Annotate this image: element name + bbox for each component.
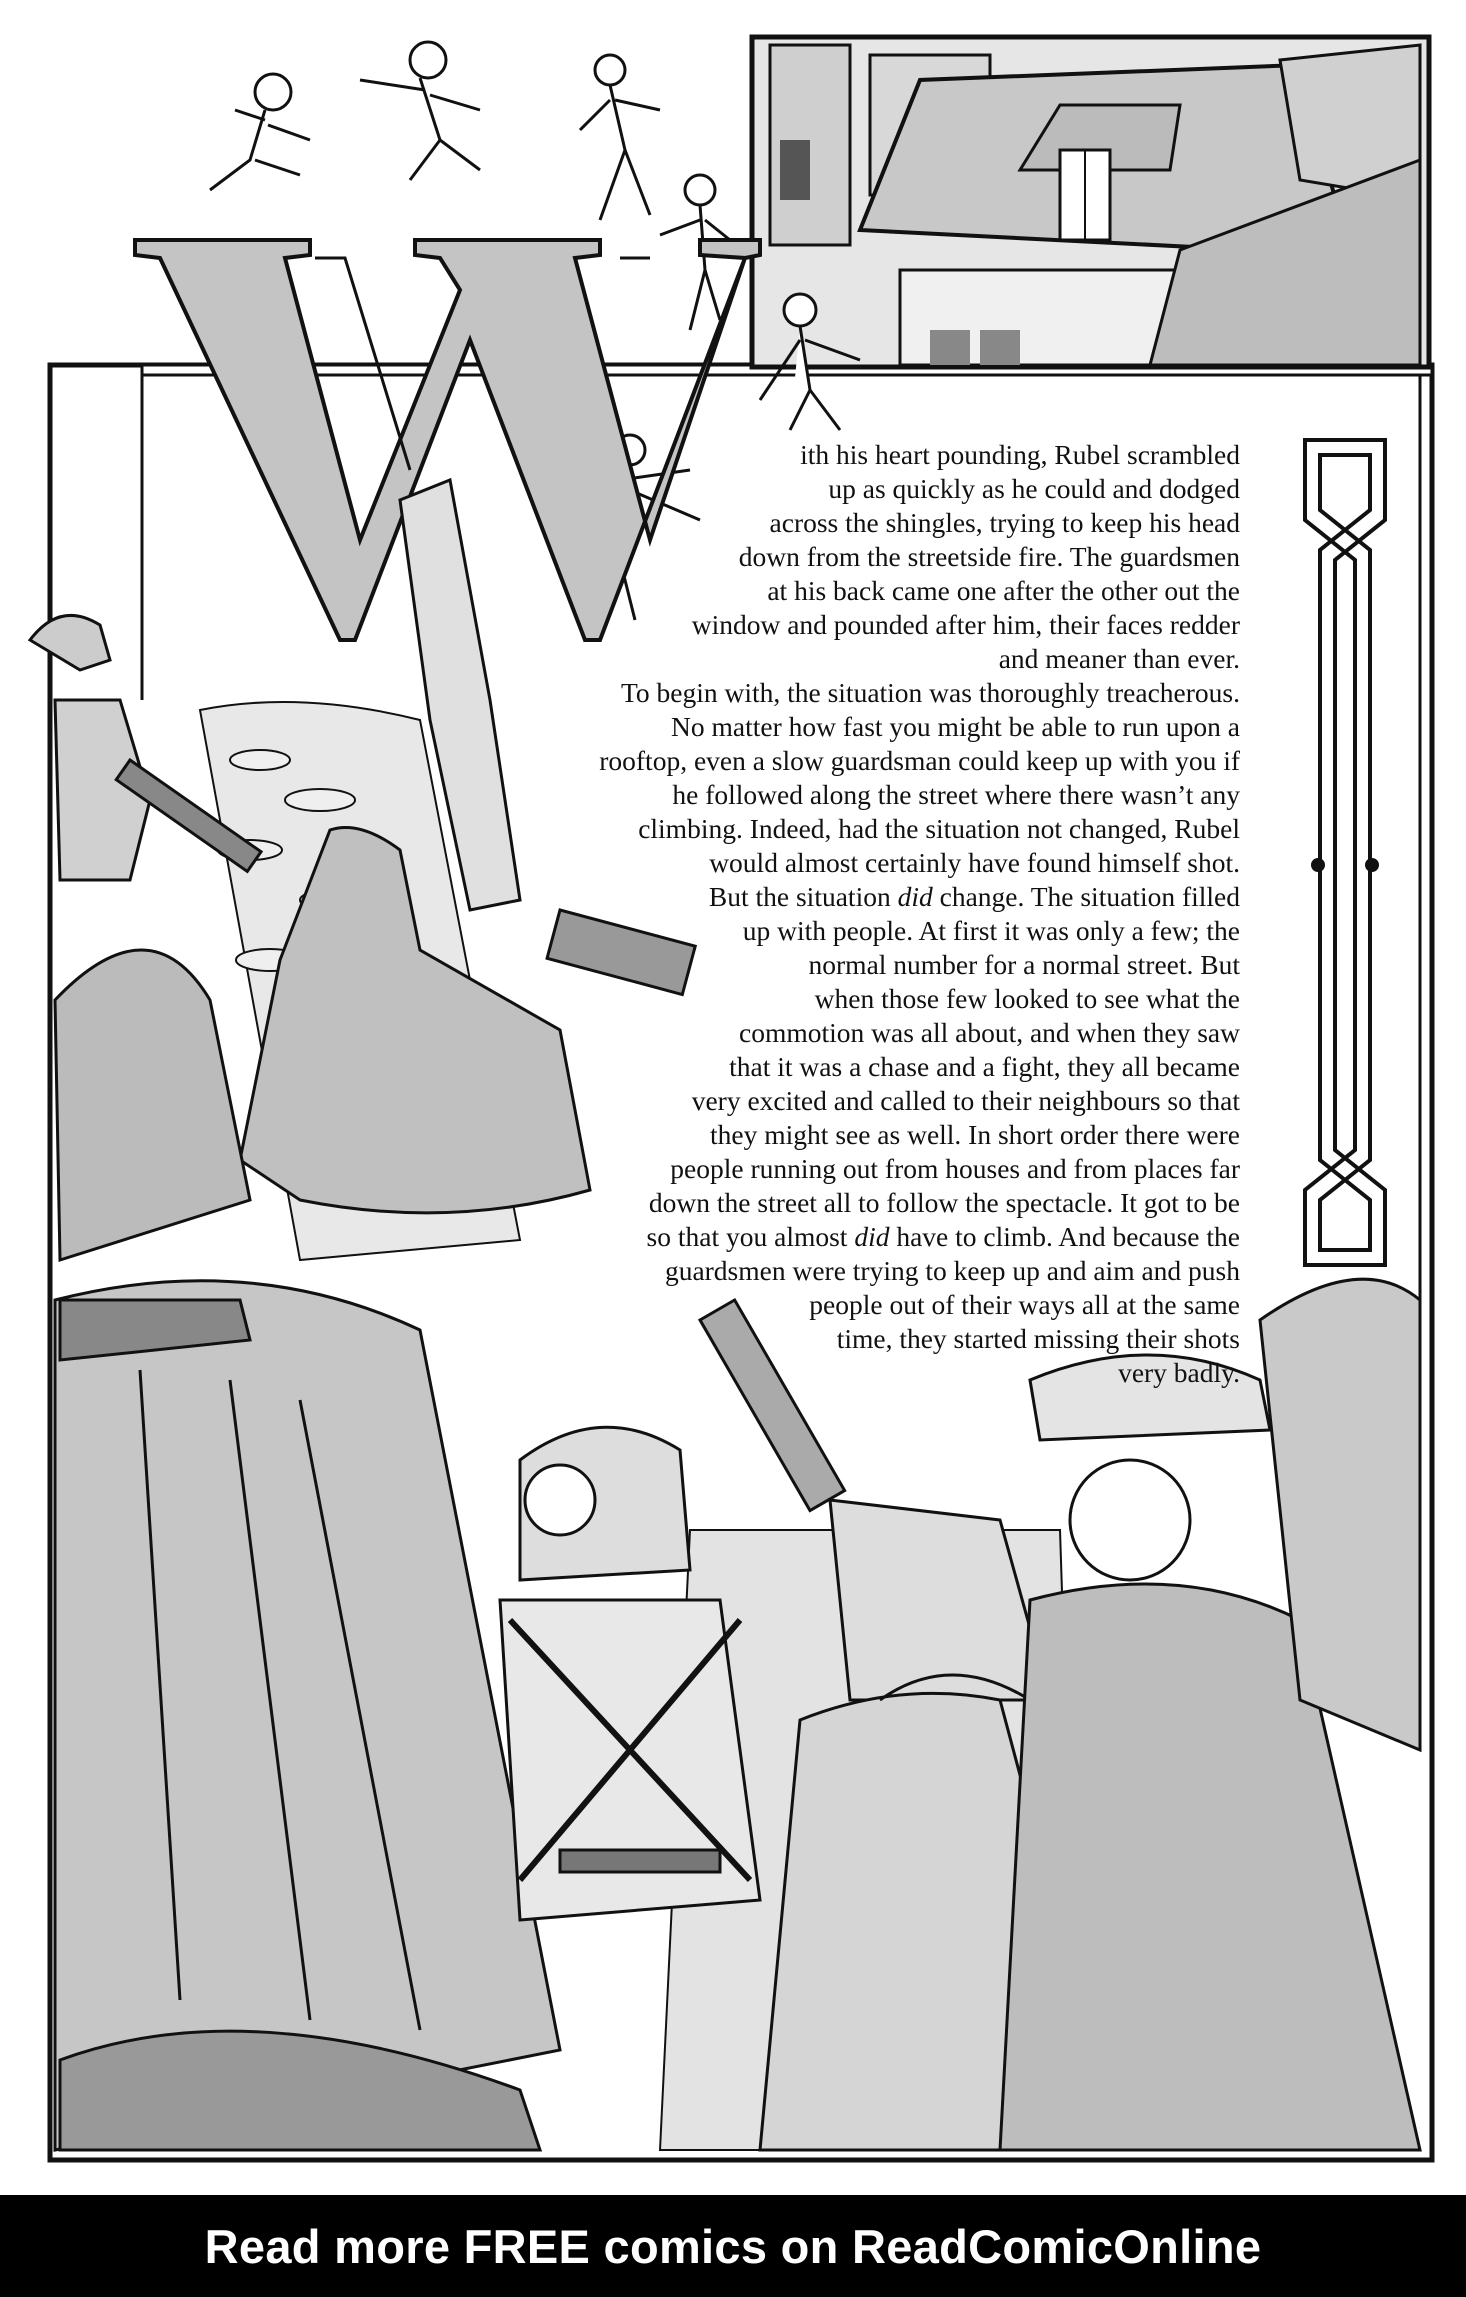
story-line: time, they started missing their shots [836,1323,1240,1354]
paragraph-2 [480,676,1240,880]
man-with-hat [1000,1279,1420,2150]
story-line: that it was a chase and a fight, they all became [729,1051,1240,1082]
story-line: people running out from houses and from places far [670,1153,1240,1184]
story-line: down the street all to follow the spectacle. It got to be [648,1187,1240,1218]
story-line: But the situation did change. The situation filled [708,881,1240,912]
guard-foreground [500,1427,760,1920]
story-line: very excited and called to their neighbours so that [691,1085,1240,1116]
story-line: ith his heart pounding, Rubel scrambled [800,439,1240,470]
paragraph-3 [480,880,1240,1390]
paragraph-1 [480,438,1240,676]
promo-banner[interactable] [0,2195,1466,2297]
story-line: guardsmen were trying to keep up and aim and push [664,1255,1240,1286]
story-line: rooftop, even a slow guardsman could keep up with you if [599,745,1240,776]
story-text-block [480,438,1240,1390]
story-line: commotion was all about, and when they saw [738,1017,1240,1048]
story-line: and meaner than ever. [998,643,1240,674]
story-line: would almost certainly have found himself shot. [709,847,1240,878]
story-line: climbing. Indeed, had the situation not changed, Rubel [638,813,1240,844]
celtic-knot-ornament [1305,440,1385,1265]
story-line: across the shingles, trying to keep his head [769,507,1240,538]
story-line: down from the streetside fire. The guardsmen [738,541,1240,572]
story-line: To begin with, the situation was thoroughly treacherous. [621,677,1240,708]
town-rooftop-panel [752,37,1429,367]
story-line: at his back came one after the other out the [767,575,1240,606]
story-line: so that you almost did have to climb. And because the [646,1221,1240,1252]
story-line: up as quickly as he could and dodged [828,473,1240,504]
story-line: people out of their ways all at the same [809,1289,1240,1320]
story-line: normal number for a normal street. But [808,949,1240,980]
promo-banner-text[interactable]: Read more FREE comics on ReadComicOnline [204,2219,1262,2273]
story-line: up with people. At first it was only a few; the [742,915,1240,946]
story-line: No matter how fast you might be able to run upon a [671,711,1240,742]
story-line: they might see as well. In short order there were [710,1119,1240,1150]
story-line: window and pounded after him, their faces redder [691,609,1240,640]
story-line: very badly. [1118,1357,1240,1388]
story-line: when those few looked to see what the [814,983,1240,1014]
story-line: he followed along the street where there wasn’t any [672,779,1240,810]
